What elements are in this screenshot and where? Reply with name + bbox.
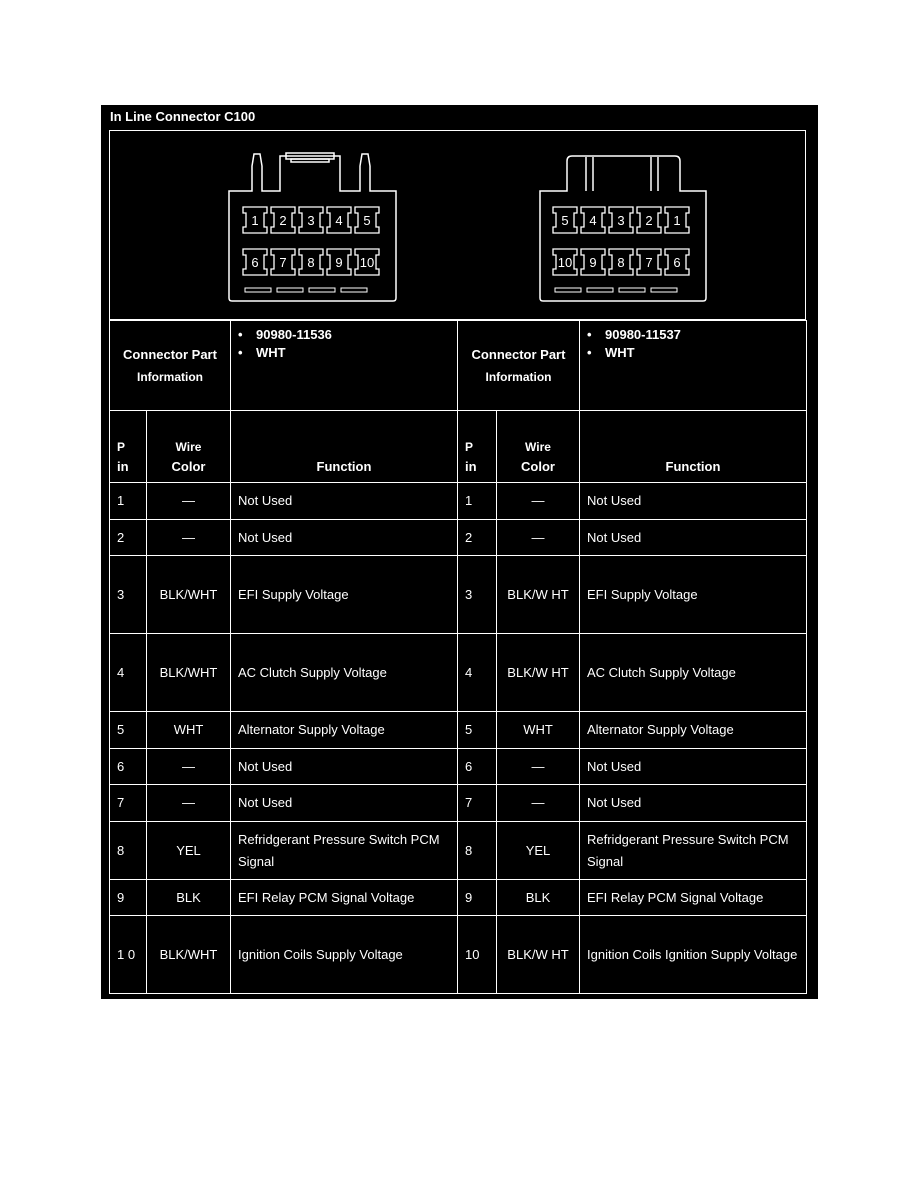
left-wire-cell: BLK/WHT (147, 556, 231, 634)
left-function-cell: EFI Supply Voltage (231, 556, 458, 634)
left-pin-cell: 2 (110, 520, 147, 556)
right-pin-cell: 8 (458, 822, 497, 880)
right-part-color: • WHT (587, 344, 799, 362)
left-function-cell: Alternator Supply Voltage (231, 712, 458, 749)
left-wire-cell: BLK/WHT (147, 916, 231, 994)
left-pin-cell: 6 (110, 749, 147, 785)
left-pin-header: P in (110, 411, 147, 483)
latch-slot (555, 288, 581, 292)
table-row (110, 520, 807, 556)
left-wire-cell: WHT (147, 712, 231, 749)
right-function-cell: Not Used (580, 483, 807, 520)
right-wire-cell: BLK (497, 880, 580, 916)
latch-slot (587, 288, 613, 292)
right-function-cell: Alternator Supply Voltage (580, 712, 807, 749)
right-pin-cell: 9 (458, 880, 497, 916)
left-function-header: Function (231, 411, 458, 483)
right-connector-pins (553, 207, 689, 292)
right-wire-cell: — (497, 483, 580, 520)
right-wire-cell: YEL (497, 822, 580, 880)
pin-number: 1 (251, 213, 259, 228)
right-function-cell: EFI Relay PCM Signal Voltage (580, 880, 807, 916)
table-row (110, 749, 807, 785)
left-function-cell: EFI Relay PCM Signal Voltage (231, 880, 458, 916)
pin-number: 3 (617, 213, 625, 228)
right-wire-cell: BLK/W HT (497, 556, 580, 634)
pin-number: 8 (617, 255, 625, 270)
left-part-number: • 90980-11536 (238, 326, 450, 344)
pin-number: 8 (307, 255, 315, 270)
left-function-cell: Not Used (231, 520, 458, 556)
right-wire-cell: BLK/W HT (497, 634, 580, 712)
left-pin-cell: 7 (110, 785, 147, 822)
right-function-cell: Refridgerant Pressure Switch PCM Signal (580, 822, 807, 880)
pin-number: 9 (335, 255, 343, 270)
right-function-cell: AC Clutch Supply Voltage (580, 634, 807, 712)
left-function-cell: AC Clutch Supply Voltage (231, 634, 458, 712)
pin-number: 5 (561, 213, 569, 228)
right-pin-cell: 1 (458, 483, 497, 520)
connector-panel (101, 105, 818, 999)
pin-number: 6 (251, 255, 259, 270)
table-row (110, 556, 807, 634)
pin-number: 4 (589, 213, 597, 228)
pin-number: 7 (279, 255, 287, 270)
part-info-row (110, 321, 807, 411)
column-header-row (110, 411, 807, 483)
latch-slot (245, 288, 271, 292)
right-pin-header: P in (458, 411, 497, 483)
left-pin-cell: 5 (110, 712, 147, 749)
left-pin-cell: 1 0 (110, 916, 147, 994)
pinout-table (109, 320, 807, 994)
left-wire-cell: — (147, 785, 231, 822)
left-wire-cell: BLK (147, 880, 231, 916)
left-part-color: • WHT (238, 344, 450, 362)
right-pin-cell: 6 (458, 749, 497, 785)
right-function-cell: Not Used (580, 785, 807, 822)
left-function-cell: Not Used (231, 785, 458, 822)
left-pin-cell: 4 (110, 634, 147, 712)
right-wire-cell: BLK/W HT (497, 916, 580, 994)
pin-number: 6 (673, 255, 681, 270)
right-pin-cell: 10 (458, 916, 497, 994)
right-connector-face-icon (540, 156, 706, 301)
latch-slot (341, 288, 367, 292)
pin-number: 2 (279, 213, 287, 228)
left-wire-cell: YEL (147, 822, 231, 880)
pin-number: 2 (645, 213, 653, 228)
table-row (110, 483, 807, 520)
left-pin-cell: 9 (110, 880, 147, 916)
right-function-cell: Ignition Coils Ignition Supply Voltage (580, 916, 807, 994)
left-wire-cell: — (147, 483, 231, 520)
latch-slot (309, 288, 335, 292)
right-wire-cell: — (497, 785, 580, 822)
left-function-cell: Refridgerant Pressure Switch PCM Signal (231, 822, 458, 880)
left-function-cell: Not Used (231, 749, 458, 785)
right-wire-cell: — (497, 749, 580, 785)
pin-number: 7 (645, 255, 653, 270)
right-function-cell: EFI Supply Voltage (580, 556, 807, 634)
right-pin-cell: 3 (458, 556, 497, 634)
right-function-header: Function (580, 411, 807, 483)
right-pin-cell: 4 (458, 634, 497, 712)
right-part-number: • 90980-11537 (587, 326, 799, 344)
table-row (110, 634, 807, 712)
left-function-cell: Ignition Coils Supply Voltage (231, 916, 458, 994)
right-function-cell: Not Used (580, 749, 807, 785)
table-row (110, 822, 807, 880)
right-part-info-label: Connector Part Information (458, 321, 580, 411)
pin-number: 4 (335, 213, 343, 228)
pin-number: 9 (589, 255, 597, 270)
left-pin-cell: 8 (110, 822, 147, 880)
pin-number: 3 (307, 213, 315, 228)
pin-number: 1 (673, 213, 681, 228)
pin-number: 5 (363, 213, 371, 228)
right-part-info (580, 321, 807, 411)
left-pin-cell: 1 (110, 483, 147, 520)
left-connector-pins (243, 207, 379, 292)
left-pin-cell: 3 (110, 556, 147, 634)
table-row (110, 916, 807, 994)
latch-slot (651, 288, 677, 292)
left-part-info (231, 321, 458, 411)
right-pin-cell: 7 (458, 785, 497, 822)
pinout-rows (110, 483, 807, 994)
connector-diagram (109, 130, 806, 320)
pin-number: 10 (359, 255, 375, 270)
right-wire-cell: WHT (497, 712, 580, 749)
page-title: In Line Connector C100 (110, 109, 256, 124)
table-row (110, 880, 807, 916)
table-row (110, 785, 807, 822)
latch-slot (619, 288, 645, 292)
connector-drawings (110, 131, 807, 321)
left-wire-cell: — (147, 520, 231, 556)
pin-number: 10 (557, 255, 573, 270)
right-wire-cell: — (497, 520, 580, 556)
table-row (110, 712, 807, 749)
left-wire-header: Wire Color (147, 411, 231, 483)
right-function-cell: Not Used (580, 520, 807, 556)
left-wire-cell: BLK/WHT (147, 634, 231, 712)
left-function-cell: Not Used (231, 483, 458, 520)
left-part-info-label: Connector Part Information (110, 321, 231, 411)
right-pin-cell: 5 (458, 712, 497, 749)
latch-slot (277, 288, 303, 292)
right-pin-cell: 2 (458, 520, 497, 556)
right-wire-header: Wire Color (497, 411, 580, 483)
left-wire-cell: — (147, 749, 231, 785)
